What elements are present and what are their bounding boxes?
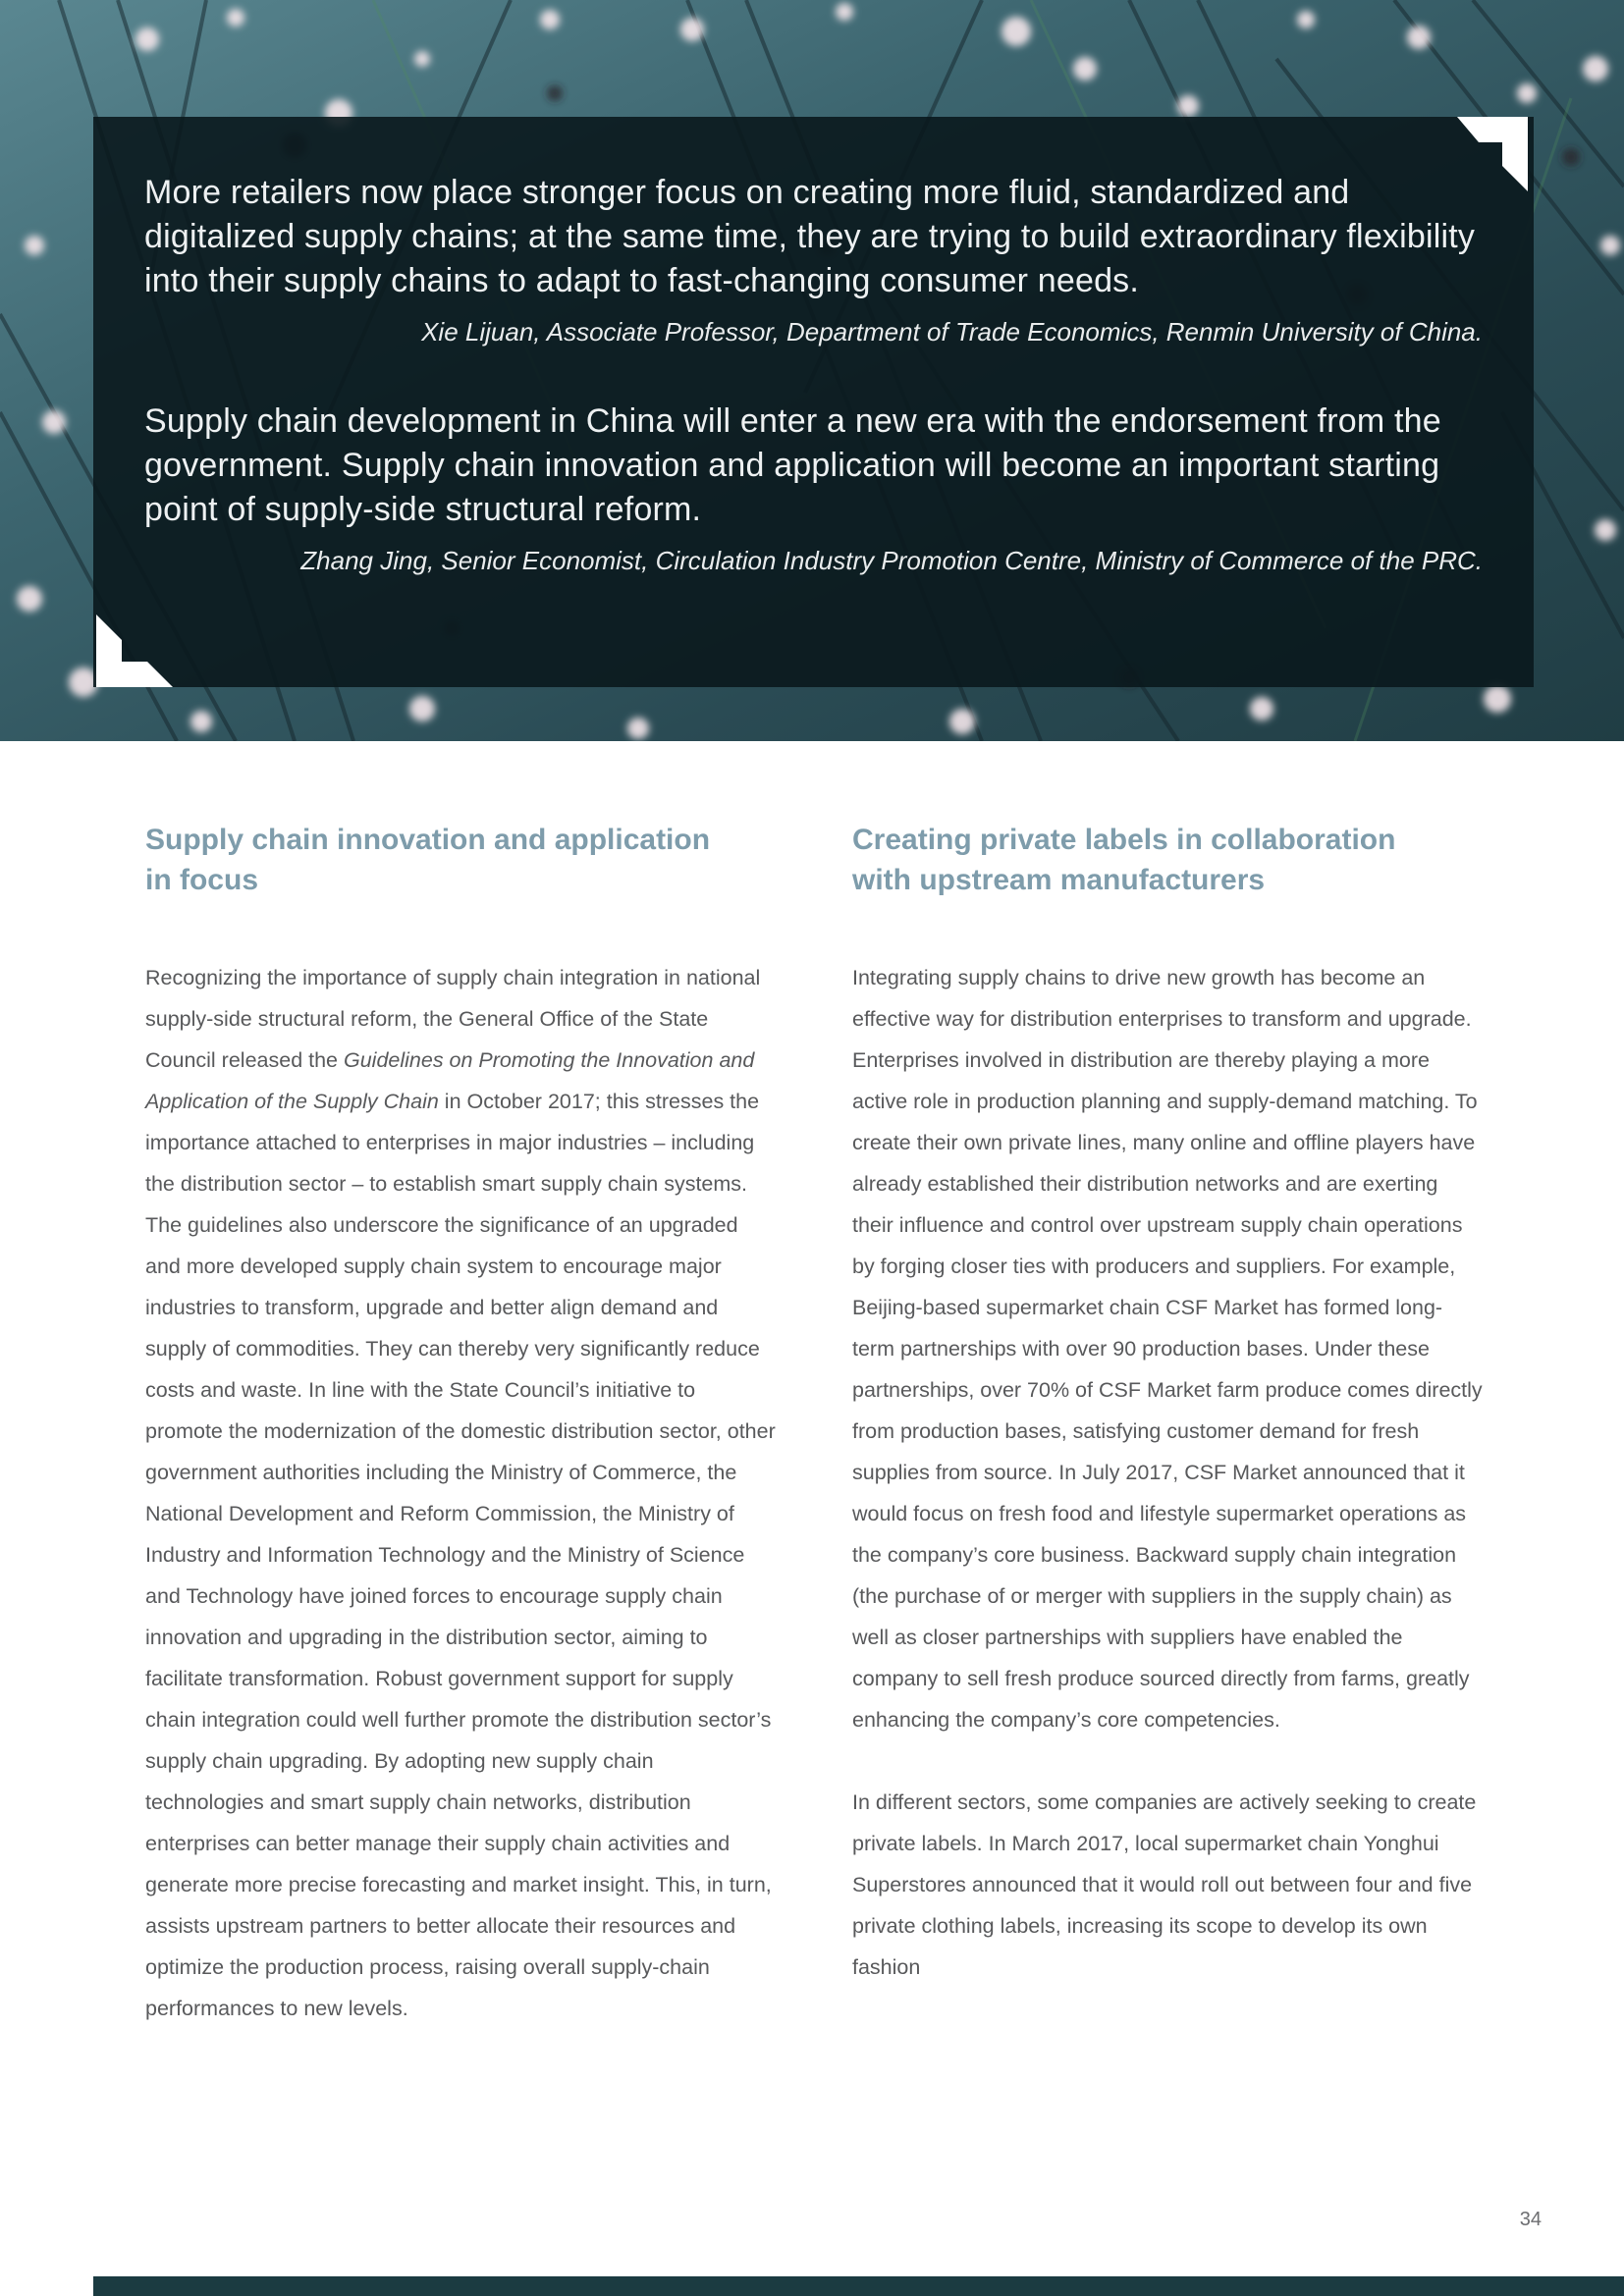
body-paragraph-right-1: Integrating supply chains to drive new growth has become an effective way for distribution enterprises to transform and upgrade. Enterprises involved in distribution are thereby playing a more active role in production planning and supply-demand matching. To create their own private lines, many online and offline players have already established their distribution networks and are exerting their influence and control over upstream supply chain operations by forging closer ties with producers and suppliers. For example, Beijing-based supermarket chain CSF Market has formed long-term partnerships with over 90 production bases. Under these partnerships, over 70% of CSF Market farm produce comes directly from production bases, satisfying customer demand for fresh supplies from source. In July 2017, CSF Market announced that it would focus on fresh food and lifestyle supermarket operations as the company’s core business. Backward supply chain integration (the purchase of or merger with suppliers in the supply chain) as well as closer partnerships with suppliers have enabled the company to sell fresh produce sourced directly from farms, greatly enhancing the company’s core competencies. <box>852 966 1483 1732</box>
body-paragraph-left <box>145 957 777 2029</box>
corner-bracket-bottom-left-icon <box>96 609 175 687</box>
quote-attribution-2: Zhang Jing, Senior Economist, Circulation Industry Promotion Centre, Ministry of Commerce of the PRC. <box>300 546 1483 575</box>
section-heading-left: Supply chain innovation and application in focus <box>145 824 711 896</box>
left-column <box>145 820 777 2029</box>
two-column-content <box>145 820 1485 2029</box>
section-heading-right: Creating private labels in collaboration with upstream manufacturers <box>852 824 1396 896</box>
quote-attribution-1: Xie Lijuan, Associate Professor, Department of Trade Economics, Renmin University of China. <box>421 317 1483 347</box>
body-paragraph-right-2: In different sectors, some companies are actively seeking to create private labels. In March 2017, local supermarket chain Yonghui Superstores announced that it would roll out between four and five private clothing labels, increasing its scope to develop its own fashion <box>852 1790 1477 1979</box>
quote-text-2: Supply chain development in China will enter a new era with the endorsement from the government. Supply chain innovation and application will become an important starting point of supply-side structural reform. <box>144 402 1441 528</box>
paragraph-segment: Recognizing the importance of supply chain integration in national supply-side structural reform, the General Office of the State Council released the <box>145 966 761 1072</box>
page-number: 34 <box>1519 2209 1542 2230</box>
footer-accent-bar <box>93 2276 1624 2296</box>
hero-section <box>0 0 1624 741</box>
paragraph-segment: in October 2017; this stresses the importance attached to enterprises in major industries – including the distribution sector – to establish smart supply chain systems. The guidelines also underscore the significance of an upgraded and more developed supply chain system to encourage major industries to transform, upgrade and better align demand and supply of commodities. They can thereby very significantly reduce costs and waste. In line with the State Council’s initiative to promote the modernization of the domestic distribution sector, other government authorities including the Ministry of Commerce, the National Development and Reform Commission, the Ministry of Industry and Information Technology and the Ministry of Science and Technology have joined forces to encourage supply chain innovation and upgrading in the distribution sector, aiming to facilitate transformation. Robust government support for supply chain integration could well further promote the distribution sector’s supply chain upgrading. By adopting new supply chain technologies and smart supply chain networks, distribution enterprises can better manage their supply chain activities and generate more precise forecasting and market insight. This, in turn, assists upstream partners to better allocate their resources and optimize the production process, raising overall supply-chain performances to new levels. <box>145 1090 776 2020</box>
quote-panel <box>93 117 1534 687</box>
right-column <box>852 820 1484 2029</box>
quote-text-1: More retailers now place stronger focus on creating more fluid, standardized and digitalized supply chains; at the same time, they are trying to build extraordinary flexibility into their supply chains to adapt to fast-changing consumer needs. <box>144 174 1476 299</box>
cited-document-title: Guidelines on Promoting the Innovation and Application of the Supply Chain <box>145 1048 755 1113</box>
